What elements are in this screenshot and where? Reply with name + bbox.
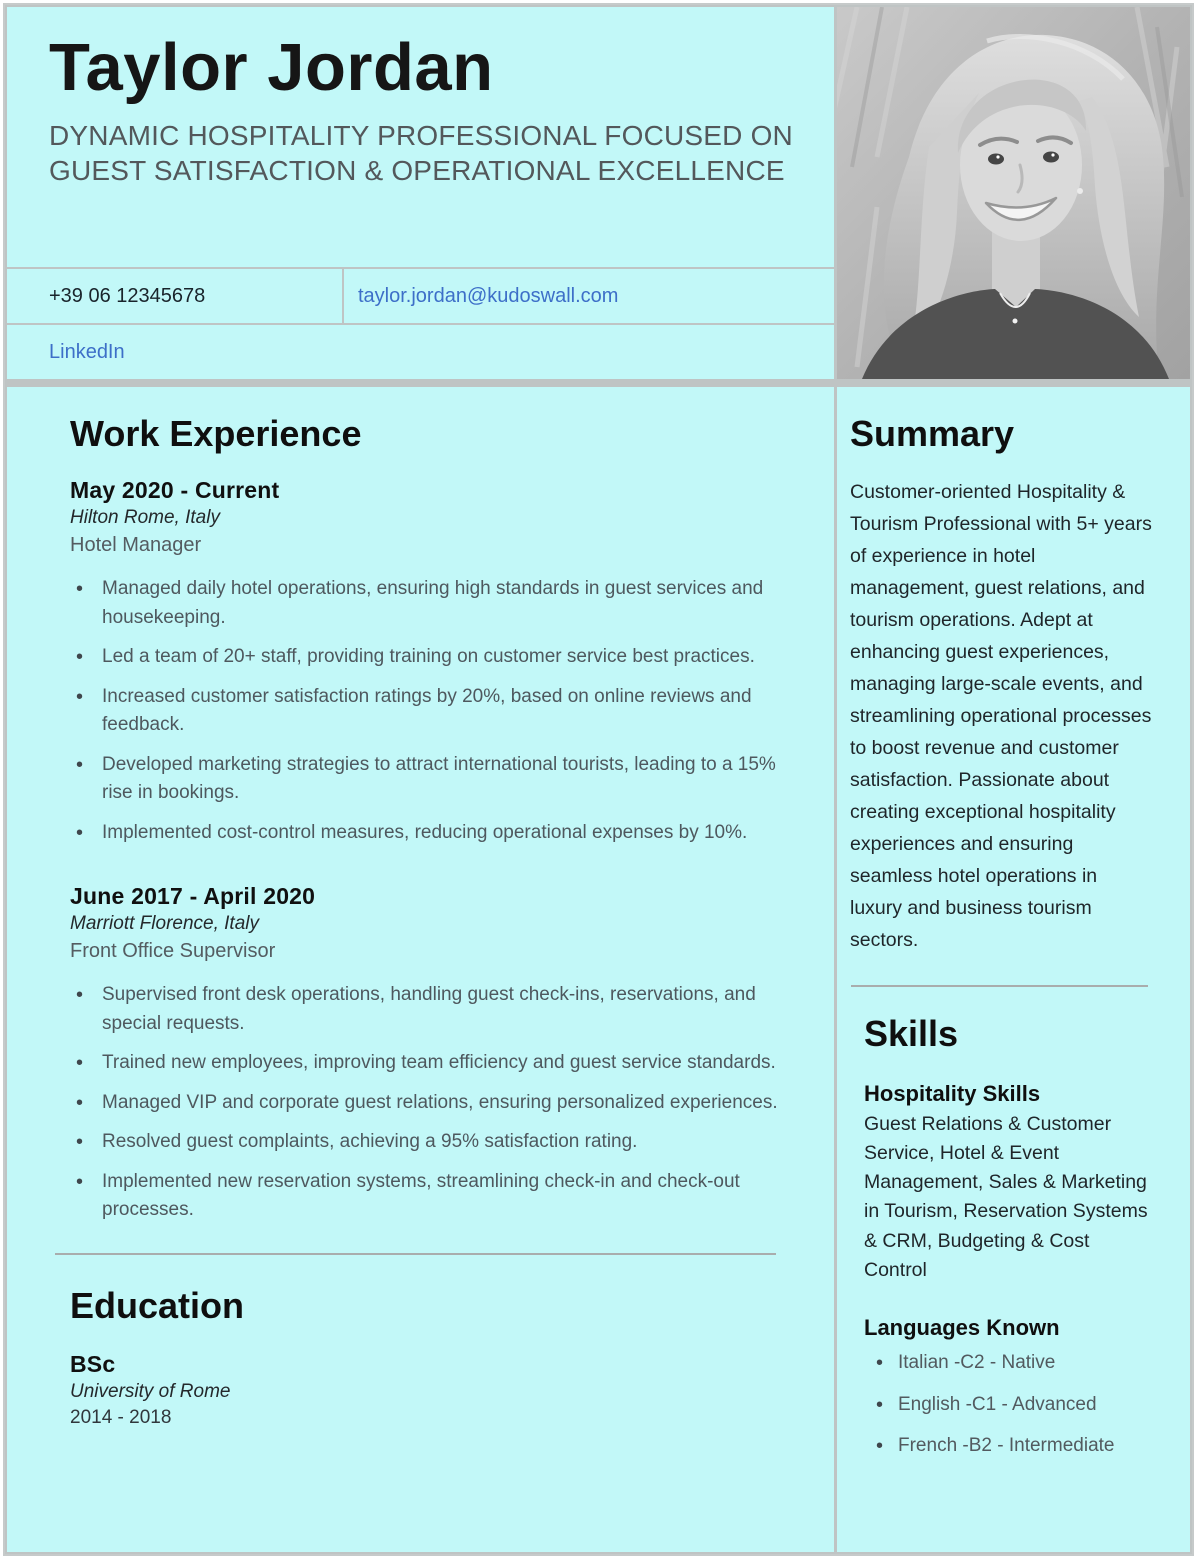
- language-item: • English -C1 - Advanced: [876, 1391, 1138, 1420]
- portrait-photo-graphic: [837, 7, 1190, 379]
- education-entry: [62, 1351, 794, 1429]
- work-entry-1: [62, 477, 794, 847]
- skills-group-title: Hospitality Skills: [864, 1080, 1041, 1106]
- section-title-work-experience: Work Experience: [70, 413, 362, 454]
- bullet-item: • Implemented cost-control measures, reducing operational expenses by 10%.: [102, 819, 794, 848]
- email-link[interactable]: taylor.jordan@kudoswall.com: [358, 284, 619, 307]
- work-entry-bullets: [62, 575, 794, 847]
- email-cell: [344, 285, 618, 308]
- contact-row-2: [7, 323, 834, 379]
- languages-list: [876, 1349, 1152, 1461]
- header: [7, 7, 834, 379]
- main-column: [7, 387, 834, 1552]
- bullet-item: • Increased customer satisfaction ratings by 20%, based on online reviews and feedback.: [102, 683, 794, 740]
- skills-section: [850, 1013, 1152, 1461]
- linkedin-link[interactable]: LinkedIn: [49, 340, 125, 363]
- contact-block: [7, 267, 834, 379]
- work-entry-company: Marriott Florence, Italy: [70, 913, 259, 934]
- work-entry-dates: May 2020 - Current: [70, 477, 280, 503]
- linkedin-cell: [7, 341, 125, 364]
- work-entry-title: Front Office Supervisor: [70, 940, 276, 962]
- bullet-item: • Supervised front desk operations, handling guest check-ins, reservations, and special requests.: [102, 981, 794, 1038]
- resume-page: [3, 3, 1194, 1556]
- work-entry-bullets: [62, 981, 794, 1225]
- tagline: DYNAMIC HOSPITALITY PROFESSIONAL FOCUSED ON GUEST SATISFACTION & OPERATIONAL EXCELLENCE: [49, 120, 793, 187]
- phone-number: +39 06 12345678: [7, 269, 344, 323]
- bullet-item: • Developed marketing strategies to attract international tourists, leading to a 15% rise in bookings.: [102, 751, 794, 808]
- bullet-item: • Managed daily hotel operations, ensuring high standards in guest services and housekeeping.: [102, 575, 794, 632]
- profile-photo: [837, 7, 1190, 379]
- summary-text: Customer-oriented Hospitality & Tourism Professional with 5+ years of experience in hotel management, guest relations, and tourism operations. Adept at enhancing guest experiences, managing large-scale events, and streamlining operational processes to boost revenue and customer satisfaction. Passionate about creating exceptional hospitality experiences and ensuring seamless hotel operations in luxury and business tourism sectors.: [850, 481, 1152, 951]
- language-item: • Italian -C2 - Native: [876, 1349, 1138, 1378]
- education-degree: BSc: [70, 1350, 116, 1377]
- contact-row-1: [7, 267, 834, 323]
- work-entry-company: Hilton Rome, Italy: [70, 507, 220, 528]
- bullet-item: • Managed VIP and corporate guest relations, ensuring personalized experiences.: [102, 1089, 794, 1118]
- sidebar-column: [837, 387, 1190, 1552]
- section-divider: [55, 1253, 776, 1255]
- bullet-item: • Trained new employees, improving team efficiency and guest service standards.: [102, 1049, 794, 1078]
- education-school: University of Rome: [70, 1380, 231, 1402]
- section-divider: [851, 985, 1148, 987]
- bullet-item: • Resolved guest complaints, achieving a 95% satisfaction rating.: [102, 1128, 794, 1157]
- bullet-item: • Led a team of 20+ staff, providing training on customer service best practices.: [102, 643, 794, 672]
- skills-list-text: Guest Relations & Customer Service, Hotel & Event Management, Sales & Marketing in Tourism, Reservation Systems & CRM, Budgeting & Cost Control: [864, 1112, 1148, 1281]
- work-entry-title: Hotel Manager: [70, 534, 202, 556]
- language-item: • French -B2 - Intermediate: [876, 1432, 1138, 1461]
- languages-title: Languages Known: [864, 1315, 1060, 1341]
- section-title-education: Education: [70, 1284, 245, 1326]
- section-title-summary: Summary: [850, 413, 1015, 454]
- section-title-skills: Skills: [864, 1012, 959, 1054]
- page-title: Taylor Jordan: [49, 30, 494, 105]
- work-entry-dates: June 2017 - April 2020: [70, 883, 316, 909]
- work-entry-2: [62, 883, 794, 1225]
- bullet-item: • Implemented new reservation systems, streamlining check-in and check-out processes.: [102, 1168, 794, 1225]
- education-years: 2014 - 2018: [70, 1406, 172, 1428]
